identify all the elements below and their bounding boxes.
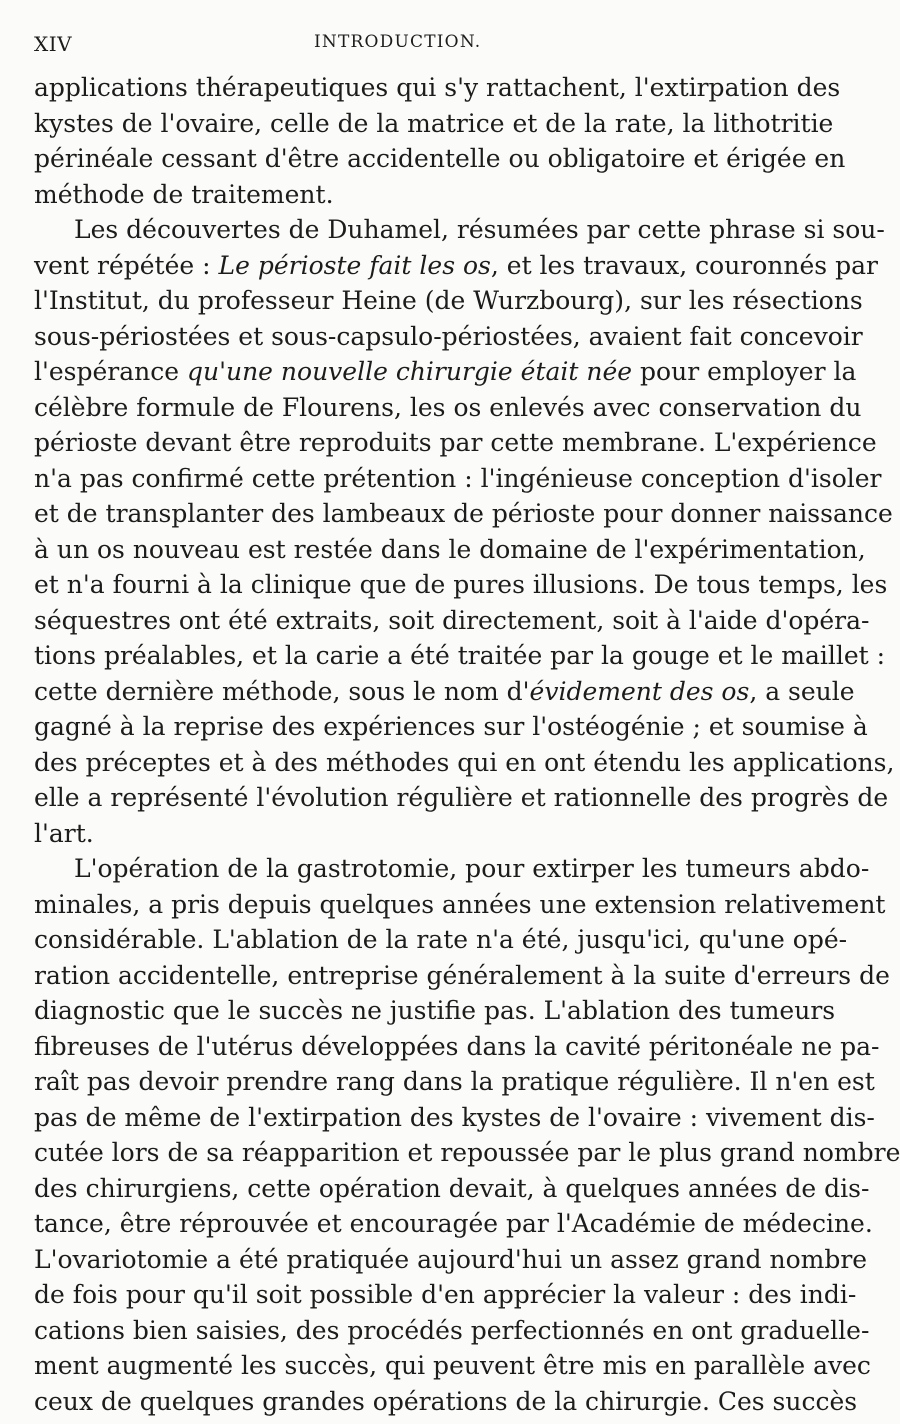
text-line: l'Institut, du professeur Heine (de Wurzbourg), sur les résections: [34, 286, 863, 315]
text-line: périnéale cessant d'être accidentelle ou obligatoire et érigée en: [34, 144, 846, 173]
running-title: INTRODUCTION.: [314, 32, 482, 52]
text-line: applications thérapeutiques qui s'y rattachent, l'extirpation des: [34, 73, 841, 102]
text-line: des préceptes et à des méthodes qui en ont étendu les applications,: [34, 747, 895, 777]
text-line: elle a représenté l'évolution régulière et rationnelle des progrès de: [34, 783, 889, 812]
text-run: vent répétée :: [34, 250, 219, 280]
text-line: ceux de quelques grandes opérations de la chirurgie. Ces succès: [34, 1386, 858, 1416]
text-run: cette dernière méthode, sous le nom d': [34, 676, 530, 706]
text-line: sous-périostées et sous-capsulo-périostées, avaient fait concevoir: [34, 321, 863, 351]
text-line: [34, 248, 878, 284]
text-line: L'ovariotomie a été pratiquée aujourd'hui un assez grand nombre: [34, 1244, 868, 1274]
text-line: [34, 354, 857, 390]
text-line: l'art.: [34, 818, 94, 848]
book-page: [34, 0, 900, 1424]
text-line: ration accidentelle, entreprise généralement à la suite d'erreurs de: [34, 960, 890, 990]
text-line: raît pas devoir prendre rang dans la pratique régulière. Il n'en est: [34, 1067, 875, 1096]
text-line: à un os nouveau est restée dans le domaine de l'expérimentation,: [34, 534, 866, 564]
text-line: tions préalables, et la carie a été traitée par la gouge et le maillet :: [34, 641, 886, 670]
text-line: méthode de traitement.: [34, 179, 334, 209]
text-line: kystes de l'ovaire, celle de la matrice et de la rate, la lithotritie: [34, 108, 834, 138]
text-line: et n'a fourni à la clinique que de pures illusions. De tous temps, les: [34, 570, 888, 599]
text-line: considérable. L'ablation de la rate n'a été, jusqu'ici, qu'une opé-: [34, 925, 848, 954]
text-run: pour employer la: [632, 357, 857, 386]
text-line: de fois pour qu'il soit possible d'en apprécier la valeur : des indi-: [34, 1280, 857, 1309]
text-line: minales, a pris depuis quelques années une extension relativement: [34, 889, 886, 919]
text-line: fibreuses de l'utérus développées dans la cavité péritonéale ne pa-: [34, 1031, 880, 1061]
italic-phrase: Le périoste fait les os: [218, 250, 491, 280]
text-line: pas de même de l'extirpation des kystes de l'ovaire : vivement dis-: [34, 1102, 875, 1132]
page-number: XIV: [34, 32, 73, 56]
text-line: cutée lors de sa réapparition et repoussée par le plus grand nombre: [34, 1138, 900, 1167]
text-line: ment augmenté les succès, qui peuvent être mis en parallèle avec: [34, 1351, 871, 1380]
text-line: gagné à la reprise des expériences sur l'ostéogénie ; et soumise à: [34, 712, 868, 741]
text-line: [34, 851, 870, 887]
text-line: diagnostic que le succès ne justifie pas. L'ablation des tumeurs: [34, 996, 836, 1025]
text-run: , et les travaux, couronnés par: [490, 250, 878, 280]
page-header: [34, 24, 784, 54]
text-line: séquestres ont été extraits, soit directement, soit à l'aide d'opéra-: [34, 605, 870, 635]
italic-phrase: qu'une nouvelle chirurgie était née: [187, 357, 633, 386]
text-line: cations bien saisies, des procédés perfectionnés en ont graduelle-: [34, 1315, 870, 1345]
text-run: L'opération de la gastrotomie, pour extirper les tumeurs abdo-: [74, 854, 870, 883]
text-run: , a seule: [749, 676, 855, 706]
text-line: des chirurgiens, cette opération devait, à quelques années de dis-: [34, 1173, 870, 1203]
text-line: tance, être réprouvée et encouragée par l'Académie de médecine.: [34, 1209, 873, 1238]
text-line: [34, 212, 885, 248]
text-line: [34, 674, 855, 710]
text-line: n'a pas confirmé cette prétention : l'ingénieuse conception d'isoler: [34, 463, 882, 493]
text-run: Les découvertes de Duhamel, résumées par cette phrase si sou-: [74, 215, 885, 244]
text-line: célèbre formule de Flourens, les os enlevés avec conservation du: [34, 392, 862, 422]
text-run: l'espérance: [34, 357, 187, 386]
text-line: et de transplanter des lambeaux de périoste pour donner naissance: [34, 499, 893, 528]
text-line: périoste devant être reproduits par cette membrane. L'expérience: [34, 428, 877, 457]
italic-phrase: évidement des os: [529, 676, 750, 706]
